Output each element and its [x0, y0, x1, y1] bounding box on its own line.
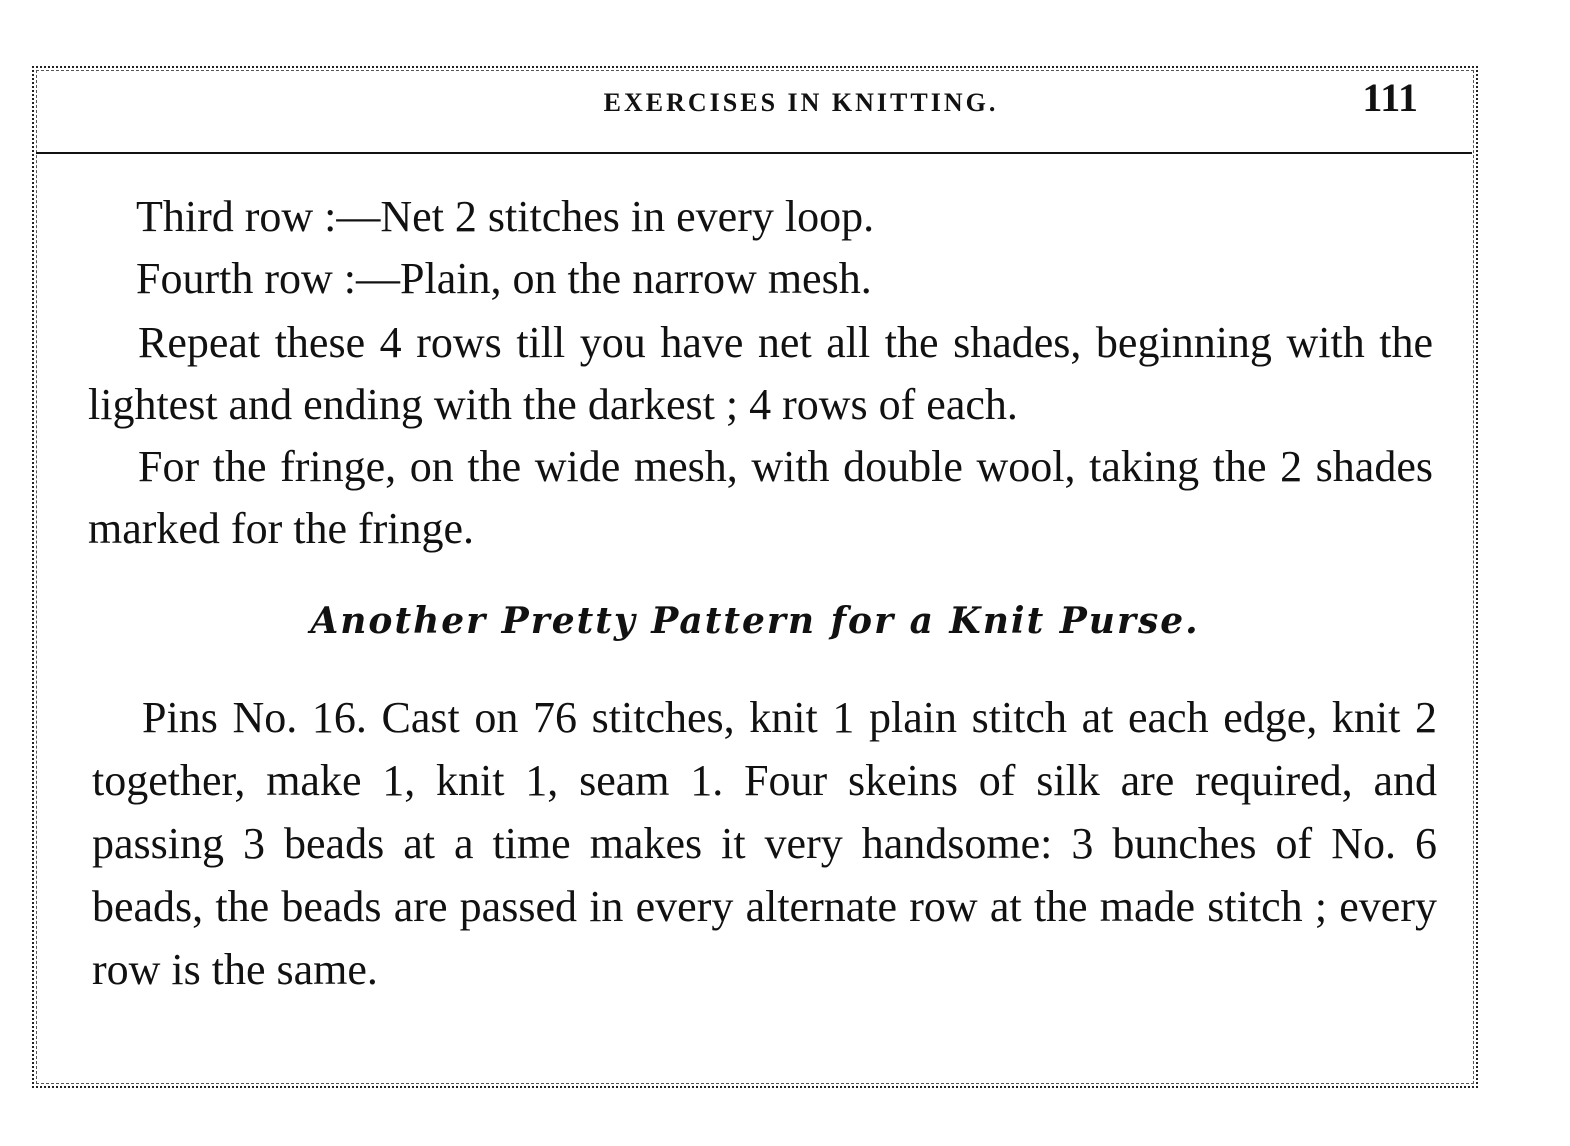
page-number: 111: [1362, 75, 1418, 120]
page-header: [36, 72, 1474, 154]
paragraph-fourth-row: Fourth row :—Plain, on the narrow mesh.: [136, 254, 872, 303]
paragraph-repeat: Repeat these 4 rows till you have net all the shades, beginning with the lightest and ending with the darkest ; 4 rows of each.: [88, 318, 1433, 429]
paragraph-purse-pattern: Pins No. 16. Cast on 76 stitches, knit 1 plain stitch at each edge, knit 2 together, make 1, knit 1, seam 1. Four skeins of silk are required, and passing 3 beads at a time makes it very handsome: 3 bunches of No. 6 beads, the beads are passed in every alternate row at the made stitch ; every row is the same.: [92, 693, 1437, 994]
section-title: Another Pretty Pattern for a Knit Purse.: [310, 600, 1200, 642]
header-rule: [36, 152, 1472, 154]
paragraph-third-row: Third row :—Net 2 stitches in every loop.: [136, 192, 875, 241]
running-title: EXERCISES IN KNITTING.: [603, 88, 999, 117]
paragraph-fringe: For the fringe, on the wide mesh, with double wool, taking the 2 shades marked for the fringe.: [88, 442, 1433, 553]
